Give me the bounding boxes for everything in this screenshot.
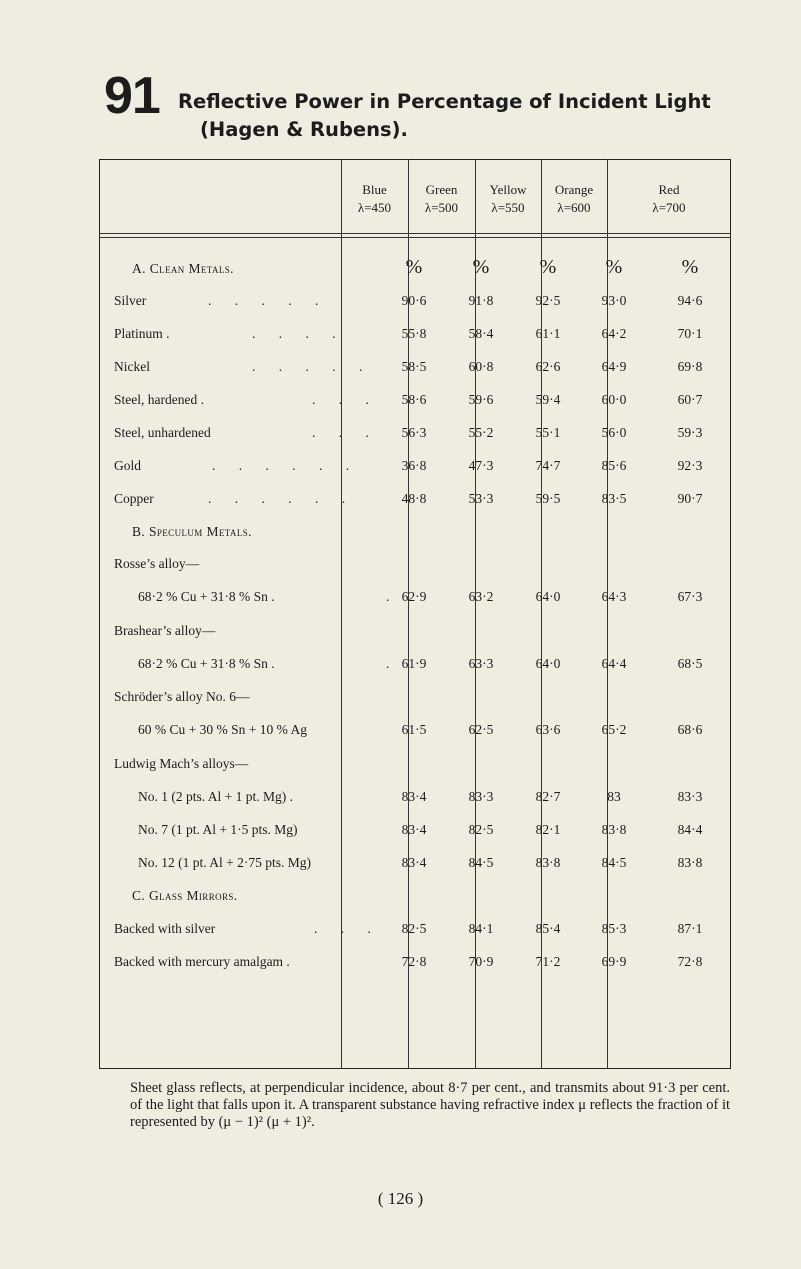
cell-value: 83·8 bbox=[601, 822, 627, 837]
row-label: Ludwig Mach’s alloys— bbox=[114, 756, 249, 771]
cell-value: 55·8 bbox=[401, 326, 427, 341]
cell-value: 47·3 bbox=[468, 458, 494, 473]
leader-dots: . . . . . . bbox=[208, 491, 356, 506]
leader-dots: . . . . . bbox=[252, 359, 373, 374]
cell-value: 55·1 bbox=[535, 425, 561, 440]
section-heading-row bbox=[100, 258, 730, 282]
cell-value: 59·4 bbox=[535, 392, 561, 407]
page-number: ( 126 ) bbox=[377, 1189, 424, 1208]
cell-value: 90·6 bbox=[401, 293, 427, 308]
title-line-2: (Hagen & Rubens). bbox=[200, 118, 408, 141]
subheading-row bbox=[100, 686, 730, 710]
leader-dots: . . . . . bbox=[208, 293, 329, 308]
cell-value: 63·6 bbox=[535, 722, 561, 737]
cell-value: 58·5 bbox=[401, 359, 427, 374]
cell-value: 59·3 bbox=[677, 425, 703, 440]
cell-value: 63·2 bbox=[468, 589, 494, 604]
percent-unit: % bbox=[681, 256, 699, 278]
row-label: Gold bbox=[114, 458, 141, 473]
leader-dots: . . . . . . bbox=[212, 458, 360, 473]
row-label: 68·2 % Cu + 31·8 % Sn . bbox=[138, 589, 275, 604]
cell-value: 64·0 bbox=[535, 656, 561, 671]
table-row bbox=[100, 389, 730, 413]
cell-value: 70·1 bbox=[677, 326, 703, 341]
cell-value: 85·4 bbox=[535, 921, 561, 936]
cell-value: 59·5 bbox=[535, 491, 561, 506]
table-row bbox=[100, 951, 730, 975]
table-row bbox=[100, 852, 730, 876]
table-title bbox=[178, 88, 798, 144]
row-label: Backed with silver bbox=[114, 921, 216, 936]
cell-value: 62·5 bbox=[468, 722, 494, 737]
cell-value: 61·1 bbox=[535, 326, 561, 341]
cell-value: 74·7 bbox=[535, 458, 561, 473]
cell-value: 55·2 bbox=[468, 425, 494, 440]
percent-unit: % bbox=[472, 256, 490, 278]
leader-dots: . bbox=[386, 656, 400, 671]
row-label: A. Clean Metals. bbox=[132, 261, 234, 276]
cell-value: 69·9 bbox=[601, 954, 627, 969]
cell-value: 83·3 bbox=[468, 789, 494, 804]
table-row bbox=[100, 586, 730, 610]
cell-value: 58·6 bbox=[401, 392, 427, 407]
leader-dots: . . . bbox=[312, 425, 379, 440]
percent-unit: % bbox=[539, 256, 557, 278]
column-header-yellow: Yellow λ=550 bbox=[489, 182, 527, 215]
cell-value: 59·6 bbox=[468, 392, 494, 407]
row-label: Brashear’s alloy— bbox=[114, 623, 216, 638]
footnote: Sheet glass reflects, at perpendicular incidence, about 8·7 per cent., and transmits about 91·3 per cent. of the light that falls upon it. A transparent substance having refractive index μ reflects the fraction of it represented by (μ − 1)² (μ + 1)². bbox=[130, 1080, 730, 1130]
section-heading-row bbox=[100, 885, 730, 909]
cell-value: 85·3 bbox=[601, 921, 627, 936]
cell-value: 67·3 bbox=[677, 589, 703, 604]
cell-value: 70·9 bbox=[468, 954, 494, 969]
cell-value: 60·7 bbox=[677, 392, 703, 407]
row-label: No. 1 (2 pts. Al + 1 pt. Mg) . bbox=[138, 789, 293, 804]
cell-value: 83·8 bbox=[677, 855, 703, 870]
cell-value: 84·5 bbox=[468, 855, 494, 870]
cell-value: 56·0 bbox=[601, 425, 627, 440]
header-rule bbox=[99, 233, 731, 234]
cell-value: 64·9 bbox=[601, 359, 627, 374]
cell-value: 83·5 bbox=[601, 491, 627, 506]
cell-value: 85·6 bbox=[601, 458, 627, 473]
cell-value: 60·0 bbox=[601, 392, 627, 407]
row-label: No. 7 (1 pt. Al + 1·5 pts. Mg) bbox=[138, 822, 298, 837]
row-label: C. Glass Mirrors. bbox=[132, 888, 238, 903]
table-row bbox=[100, 422, 730, 446]
table-row bbox=[100, 786, 730, 810]
row-label: Schröder’s alloy No. 6— bbox=[114, 689, 250, 704]
leader-dots: . . . bbox=[314, 921, 381, 936]
cell-value: 64·3 bbox=[601, 589, 627, 604]
cell-value: 92·3 bbox=[677, 458, 703, 473]
cell-value: 91·8 bbox=[468, 293, 494, 308]
percent-unit: % bbox=[605, 256, 623, 278]
cell-value: 64·4 bbox=[601, 656, 627, 671]
row-label: Silver bbox=[114, 293, 147, 308]
cell-value: 58·4 bbox=[468, 326, 494, 341]
row-label: Backed with mercury amalgam . bbox=[114, 954, 290, 969]
cell-value: 83·8 bbox=[535, 855, 561, 870]
cell-value: 62·6 bbox=[535, 359, 561, 374]
cell-value: 83·4 bbox=[401, 789, 427, 804]
row-label: Steel, hardened . bbox=[114, 392, 204, 407]
table-row bbox=[100, 488, 730, 512]
column-header-blue: Blue λ=450 bbox=[357, 182, 392, 215]
table-row bbox=[100, 653, 730, 677]
title-line-1: Reflective Power in Percentage of Incident Light bbox=[178, 90, 711, 113]
cell-value: 83·4 bbox=[401, 822, 427, 837]
cell-value: 90·7 bbox=[677, 491, 703, 506]
cell-value: 83·4 bbox=[401, 855, 427, 870]
cell-value: 56·3 bbox=[401, 425, 427, 440]
row-label: Platinum . bbox=[114, 326, 170, 341]
cell-value: 83·3 bbox=[677, 789, 703, 804]
cell-value: 36·8 bbox=[401, 458, 427, 473]
cell-value: 94·6 bbox=[677, 293, 703, 308]
cell-value: 63·3 bbox=[468, 656, 494, 671]
percent-unit: % bbox=[405, 256, 423, 278]
cell-value: 82·7 bbox=[535, 789, 561, 804]
column-header-green: Green λ=500 bbox=[424, 182, 459, 215]
cell-value: 92·5 bbox=[535, 293, 561, 308]
cell-value: 84·1 bbox=[468, 921, 494, 936]
cell-value: 60·8 bbox=[468, 359, 494, 374]
subheading-row bbox=[100, 620, 730, 644]
cell-value: 82·1 bbox=[535, 822, 561, 837]
cell-value: 72·8 bbox=[401, 954, 427, 969]
row-label: B. Speculum Metals. bbox=[132, 524, 252, 539]
row-label: 68·2 % Cu + 31·8 % Sn . bbox=[138, 656, 275, 671]
table-row bbox=[100, 719, 730, 743]
column-header-red: Red λ=700 bbox=[652, 182, 686, 215]
column-header-orange: Orange λ=600 bbox=[554, 182, 594, 215]
cell-value: 69·8 bbox=[677, 359, 703, 374]
row-label: Rosse’s alloy— bbox=[114, 556, 200, 571]
table-row bbox=[100, 918, 730, 942]
cell-value: 64·0 bbox=[535, 589, 561, 604]
cell-value: 82·5 bbox=[401, 921, 427, 936]
leader-dots: . bbox=[386, 589, 400, 604]
leader-dots: . . . . bbox=[252, 326, 346, 341]
cell-value: 93·0 bbox=[601, 293, 627, 308]
header-rule bbox=[99, 237, 731, 238]
row-label: Steel, unhardened bbox=[114, 425, 211, 440]
cell-value: 83 bbox=[607, 789, 621, 804]
cell-value: 68·6 bbox=[677, 722, 703, 737]
cell-value: 82·5 bbox=[468, 822, 494, 837]
row-label: Copper bbox=[114, 491, 154, 506]
cell-value: 87·1 bbox=[677, 921, 703, 936]
cell-value: 68·5 bbox=[677, 656, 703, 671]
leader-dots: . . . bbox=[312, 392, 379, 407]
table-row bbox=[100, 356, 730, 380]
cell-value: 62·9 bbox=[401, 589, 427, 604]
cell-value: 84·5 bbox=[601, 855, 627, 870]
table-row bbox=[100, 323, 730, 347]
table-row bbox=[100, 290, 730, 314]
cell-value: 65·2 bbox=[601, 722, 627, 737]
section-heading-row bbox=[100, 521, 730, 545]
cell-value: 61·5 bbox=[401, 722, 427, 737]
cell-value: 64·2 bbox=[601, 326, 627, 341]
subheading-row bbox=[100, 753, 730, 777]
cell-value: 61·9 bbox=[401, 656, 427, 671]
cell-value: 71·2 bbox=[535, 954, 561, 969]
cell-value: 84·4 bbox=[677, 822, 703, 837]
row-label: No. 12 (1 pt. Al + 2·75 pts. Mg) bbox=[138, 855, 311, 870]
cell-value: 53·3 bbox=[468, 491, 494, 506]
table-row bbox=[100, 455, 730, 479]
table-number: 91 bbox=[104, 67, 160, 125]
table-row bbox=[100, 819, 730, 843]
row-label: Nickel bbox=[114, 359, 150, 374]
cell-value: 48·8 bbox=[401, 491, 427, 506]
subheading-row bbox=[100, 553, 730, 577]
row-label: 60 % Cu + 30 % Sn + 10 % Ag bbox=[138, 722, 307, 737]
cell-value: 72·8 bbox=[677, 954, 703, 969]
